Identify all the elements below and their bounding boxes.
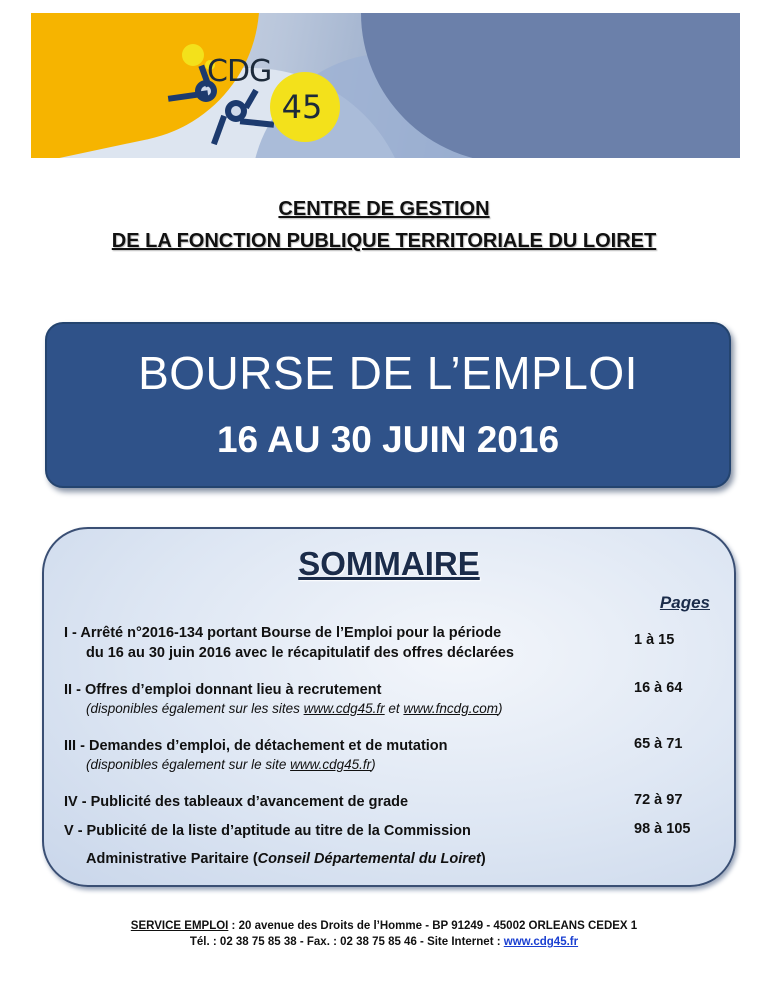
entry-4-line-1: IV - Publicité des tableaux d’avancement de grade xyxy=(64,794,409,810)
entry-2-subtitle xyxy=(64,700,604,717)
entry-1-pages: 1 à 15 xyxy=(634,632,675,648)
footer-website-link[interactable]: www.cdg45.fr xyxy=(503,936,579,948)
summary-entry-1 xyxy=(64,623,604,663)
footer-service-label: SERVICE EMPLOI xyxy=(130,920,229,932)
entry-3-sub-suffix: ) xyxy=(371,757,376,772)
entry-5-pages: 98 à 105 xyxy=(634,821,691,837)
entry-5-line-2-italic: Conseil Départemental du Loiret xyxy=(257,851,481,867)
entry-2-pages: 16 à 64 xyxy=(634,680,683,696)
logo-number: 45 xyxy=(270,72,340,142)
entry-3-line-1: III - Demandes d’emploi, de détachement et de mutation xyxy=(64,738,448,754)
footer-contact-line xyxy=(0,936,768,948)
cdg45-link[interactable]: www.cdg45.fr xyxy=(303,701,385,716)
organization-line-1: CENTRE DE GESTION xyxy=(278,198,490,220)
summary-box xyxy=(42,527,736,887)
entry-2-sub-suffix: ) xyxy=(497,701,503,716)
hero-title: BOURSE DE L’EMPLOI xyxy=(138,347,638,399)
organization-line-2: DE LA FONCTION PUBLIQUE TERRITORIALE DU LOIRET xyxy=(111,230,657,252)
hero-box xyxy=(45,322,731,488)
header-banner xyxy=(31,13,740,158)
logo-text: CDG xyxy=(207,54,272,89)
entry-2-sub-mid: et xyxy=(384,701,404,716)
summary-entry-2 xyxy=(64,680,604,717)
entry-2-line-1: II - Offres d’emploi donnant lieu à recrutement xyxy=(64,682,382,698)
summary-entry-4 xyxy=(64,792,604,812)
footer-contact: Tél. : 02 38 75 85 38 - Fax. : 02 38 75 85 46 - Site Internet : xyxy=(189,936,504,948)
entry-3-sub-prefix: (disponibles également sur le site xyxy=(86,757,291,772)
entry-1-line-1: I - Arrêté n°2016-134 portant Bourse de l’Emploi pour la période xyxy=(64,625,502,641)
fncdg-link[interactable]: www.fncdg.com xyxy=(403,701,498,716)
summary-entry-3 xyxy=(64,736,604,773)
hero-date: 16 AU 30 JUIN 2016 xyxy=(216,419,560,460)
entry-3-subtitle xyxy=(64,756,604,773)
entry-5-line-1: V - Publicité de la liste d’aptitude au titre de la Commission xyxy=(64,823,471,839)
summary-title: SOMMAIRE xyxy=(298,545,480,582)
entry-4-pages: 72 à 97 xyxy=(634,792,683,808)
entry-5-line-2-prefix: Administrative Paritaire ( xyxy=(86,851,258,867)
entry-2-sub-prefix: (disponibles également sur les sites xyxy=(86,701,304,716)
summary-entry-5 xyxy=(64,821,604,841)
summary-entry-5-cont xyxy=(64,849,646,869)
entry-3-pages: 65 à 71 xyxy=(634,736,683,752)
footer-address-line xyxy=(0,920,768,932)
footer-address: : 20 avenue des Droits de l’Homme - BP 91249 - 45002 ORLEANS CEDEX 1 xyxy=(228,920,638,932)
pages-header: Pages xyxy=(659,593,710,612)
entry-5-line-2-suffix: ) xyxy=(480,851,486,867)
entry-1-line-2: du 16 au 30 juin 2016 avec le récapitulatif des offres déclarées xyxy=(86,645,514,661)
cdg45-link-2[interactable]: www.cdg45.fr xyxy=(290,757,372,772)
